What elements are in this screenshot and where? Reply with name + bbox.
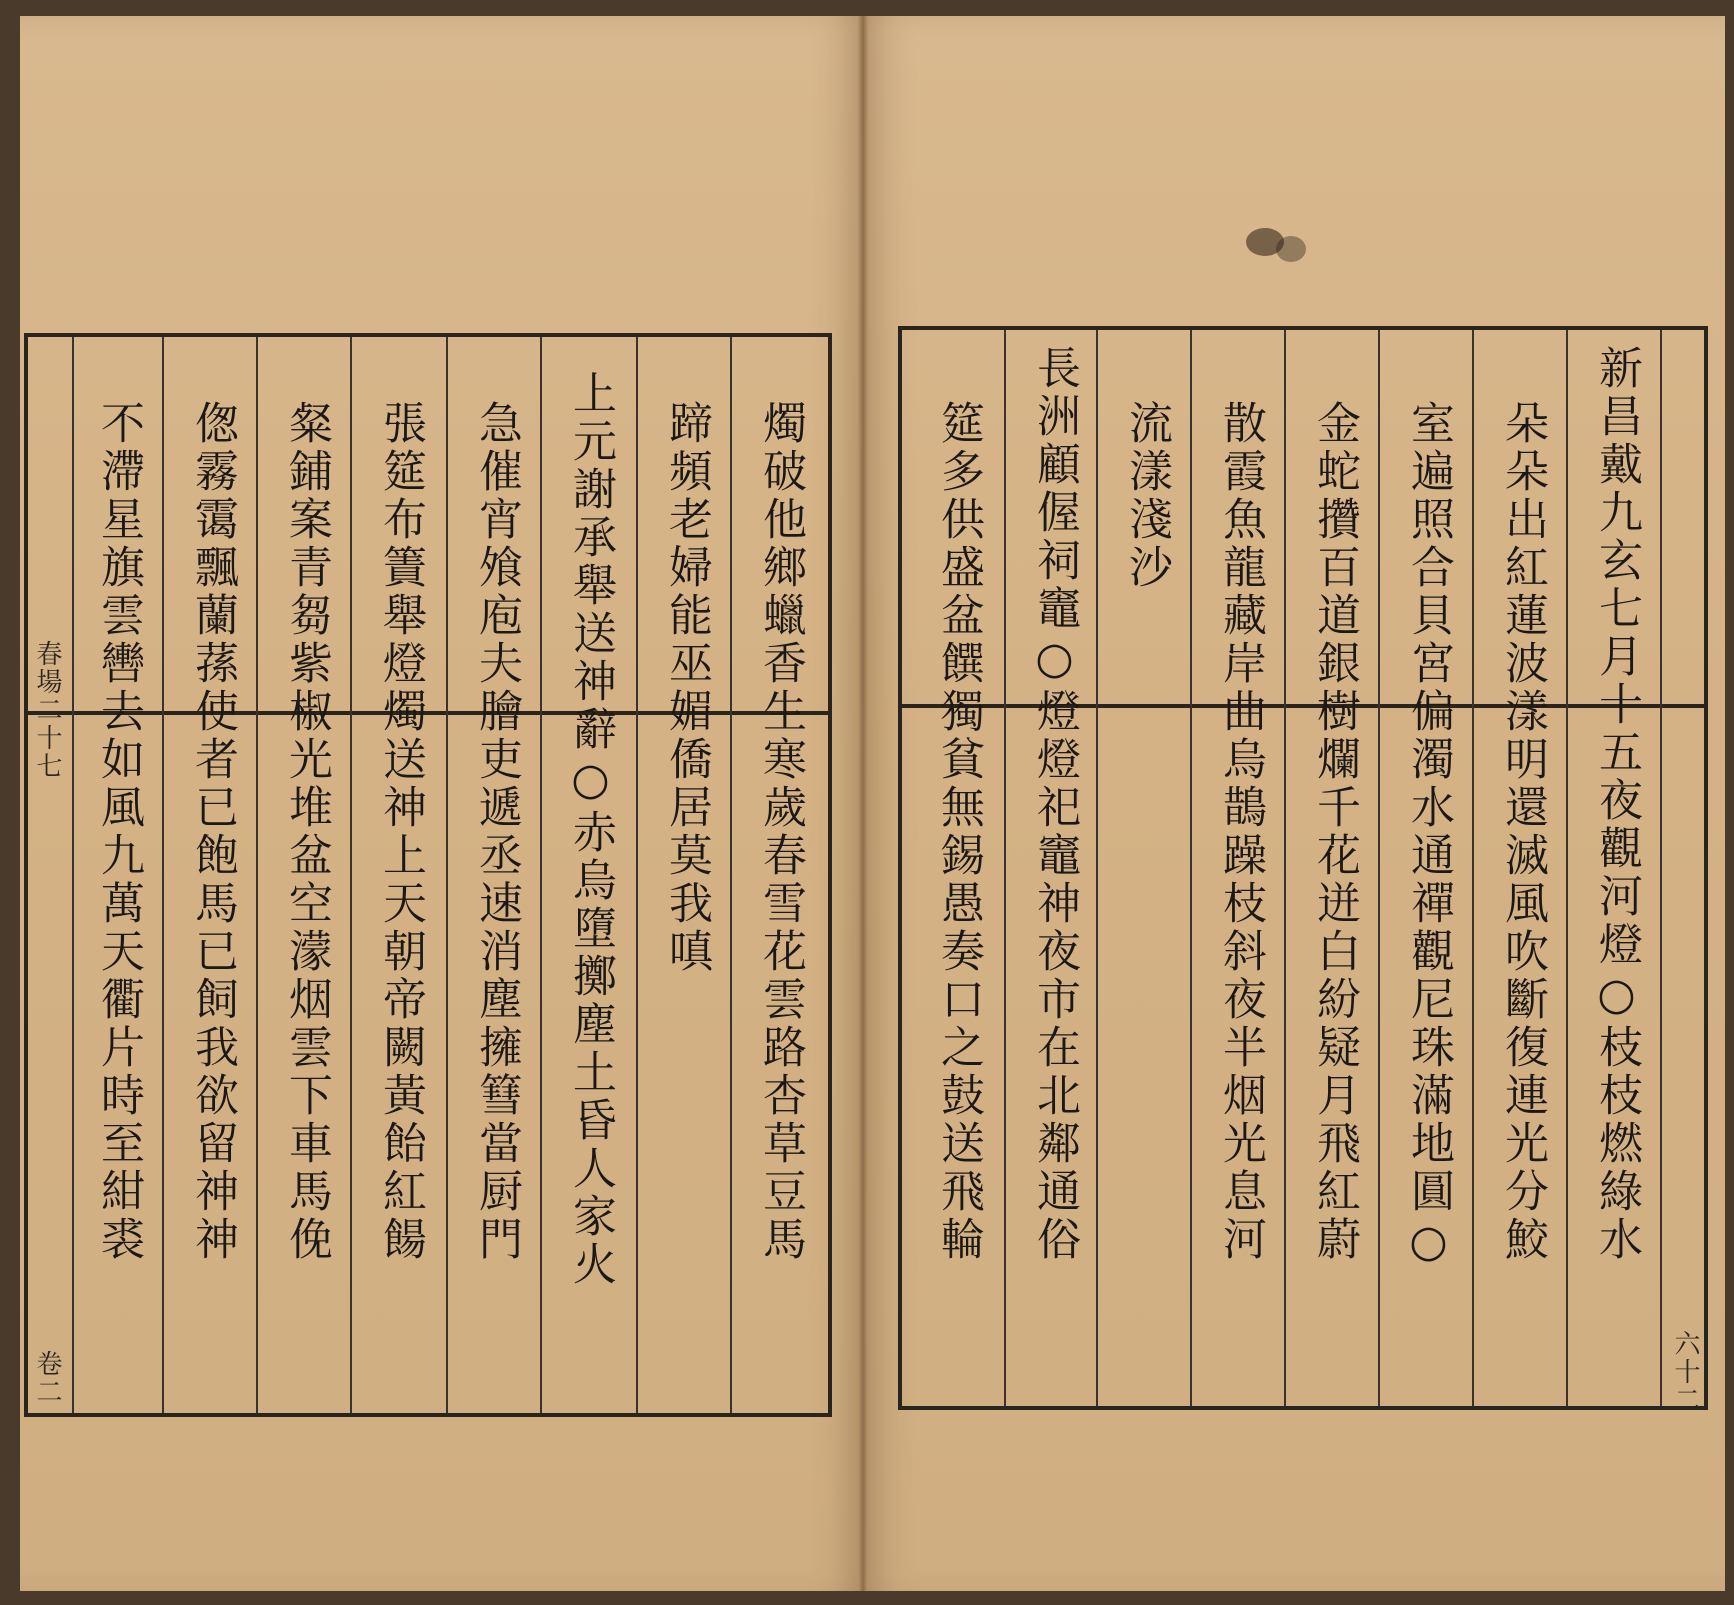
text-column: 長洲顧偓祠竈○燈燈祀竈神夜市在北鄰通俗: [1029, 345, 1080, 1264]
column-rule: [256, 337, 258, 1413]
column-rule: [1190, 330, 1192, 1406]
column-rule: [1096, 330, 1098, 1406]
text-column: 室遍照合貝宮偏濁水通禪觀尼珠滿地圓○: [1403, 400, 1454, 1271]
column-rule: [162, 337, 164, 1413]
text-column: 急催宵飧庖夫膾吏遞丞速消塵擁篲當厨門: [471, 400, 522, 1264]
text-column: 筵多供盛盆饌獨貧無錫愚奏口之鼓送飛輪: [933, 400, 984, 1264]
text-column: 蹄頻老婦能巫媚僑居莫我嗔: [661, 400, 712, 976]
text-column: 散霞魚龍藏岸曲烏鵲躁枝斜夜半烟光息河: [1215, 400, 1266, 1264]
ink-smudge: [1276, 236, 1306, 262]
text-column: 朵朵出紅蓮波漾明還滅風吹斷復連光分鮫: [1497, 400, 1548, 1264]
column-rule: [1472, 330, 1474, 1406]
text-column: 流漾淺沙: [1121, 400, 1172, 592]
text-column: 張筵布簀舉燈燭送神上天朝帝闕黃飴紅餳: [375, 400, 426, 1264]
right-margin-page-number: 六十二: [1670, 1330, 1700, 1414]
column-rule: [1378, 330, 1380, 1406]
text-column: 金蛇攢百道銀樹爛千花迸白紛疑月飛紅蔚: [1309, 400, 1360, 1264]
text-column: 偬霧霭飄蘭蓀使者已飽馬已飼我欲留神神: [187, 400, 238, 1264]
text-column: 上元謝承舉送神辭○赤烏墮擲塵土昏人家火: [565, 370, 616, 1289]
text-column: 新昌戴九玄七月十五夜觀河燈○枝枝燃綠水: [1591, 345, 1642, 1264]
column-rule: [1660, 330, 1662, 1406]
column-rule: [636, 337, 638, 1413]
column-rule: [350, 337, 352, 1413]
left-margin-volume: 卷二: [32, 1350, 62, 1406]
column-rule: [1004, 330, 1006, 1406]
text-column: 粲鋪案青芻紫椒光堆盆空濛烟雲下車馬俛: [281, 400, 332, 1264]
book-gutter: [858, 16, 868, 1591]
text-column: 不滯星旗雲轡去如風九萬天衢片時至紺裘: [93, 400, 144, 1264]
column-rule: [540, 337, 542, 1413]
right-text-block-border: [898, 326, 1708, 1410]
column-rule: [1566, 330, 1568, 1406]
column-rule: [446, 337, 448, 1413]
column-rule: [72, 337, 74, 1413]
column-rule: [730, 337, 732, 1413]
left-margin-title: 春場二十七: [32, 640, 62, 780]
column-rule: [1284, 330, 1286, 1406]
text-column: 燭破他鄉蠟香生寒歲春雪花雲路杏草豆馬: [755, 400, 806, 1264]
